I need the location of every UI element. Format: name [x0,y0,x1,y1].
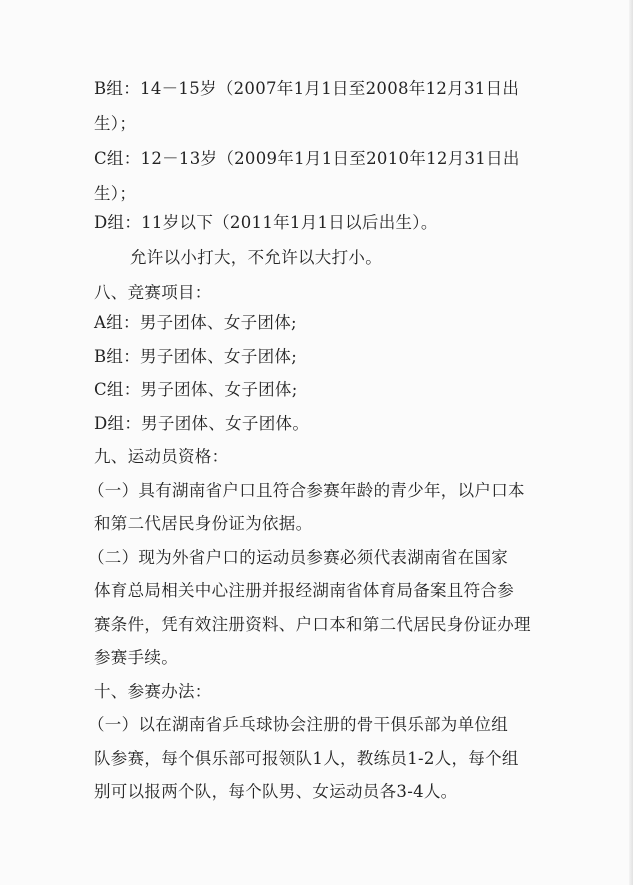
text-line-group-b: B组：14－15岁（2007年1月1日至2008年12月31日出 [94,79,520,98]
text-line-eligibility-1: （一）具有湖南省户口且符合参赛年龄的青少年，以户口本 [88,481,525,500]
text-line-events-d: D组：男子团体、女子团体。 [94,414,310,433]
text-line-participation-1-cont2: 别可以报两个队，每个队男、女运动员各3-4人。 [94,782,458,801]
text-line-group-b-cont: 生）； [94,114,137,133]
text-line-eligibility-2-cont1: 体育总局相关中心注册并报经湖南省体育局备案且符合参 [94,581,514,600]
text-line-eligibility-1-cont: 和第二代居民身份证为依据。 [94,514,313,533]
text-line-events-c: C组：男子团体、女子团体; [94,380,298,399]
text-line-eligibility-2-cont3: 参赛手续。 [94,648,178,667]
text-line-eligibility-2-cont2: 赛条件，凭有效注册资料、户口本和第二代居民身份证办理 [94,615,531,634]
text-line-events-a: A组：男子团体、女子团体; [94,313,297,332]
text-line-events-b: B组：男子团体、女子团体; [94,347,298,366]
text-line-group-c: C组：12－13岁（2009年1月1日至2010年12月31日出 [94,149,520,168]
text-line-group-d: D组：11岁以下（2011年1月1日以后出生）。 [94,213,438,232]
section-heading-participation: 十、参赛办法： [94,682,212,701]
text-line-group-c-cont: 生）； [94,184,137,203]
text-line-age-rule: 允许以小打大，不允许以大打小。 [130,248,382,267]
section-heading-eligibility: 九、运动员资格： [94,447,229,466]
text-line-eligibility-2: （二）现为外省户口的运动员参赛必须代表湖南省在国家 [88,548,508,567]
text-line-participation-1-cont1: 队参赛，每个俱乐部可报领队1人，教练员1-2人，每个组 [94,749,519,768]
section-heading-events: 八、竞赛项目： [94,283,212,302]
text-line-participation-1: （一）以在湖南省乒乓球协会注册的骨干俱乐部为单位组 [88,715,508,734]
